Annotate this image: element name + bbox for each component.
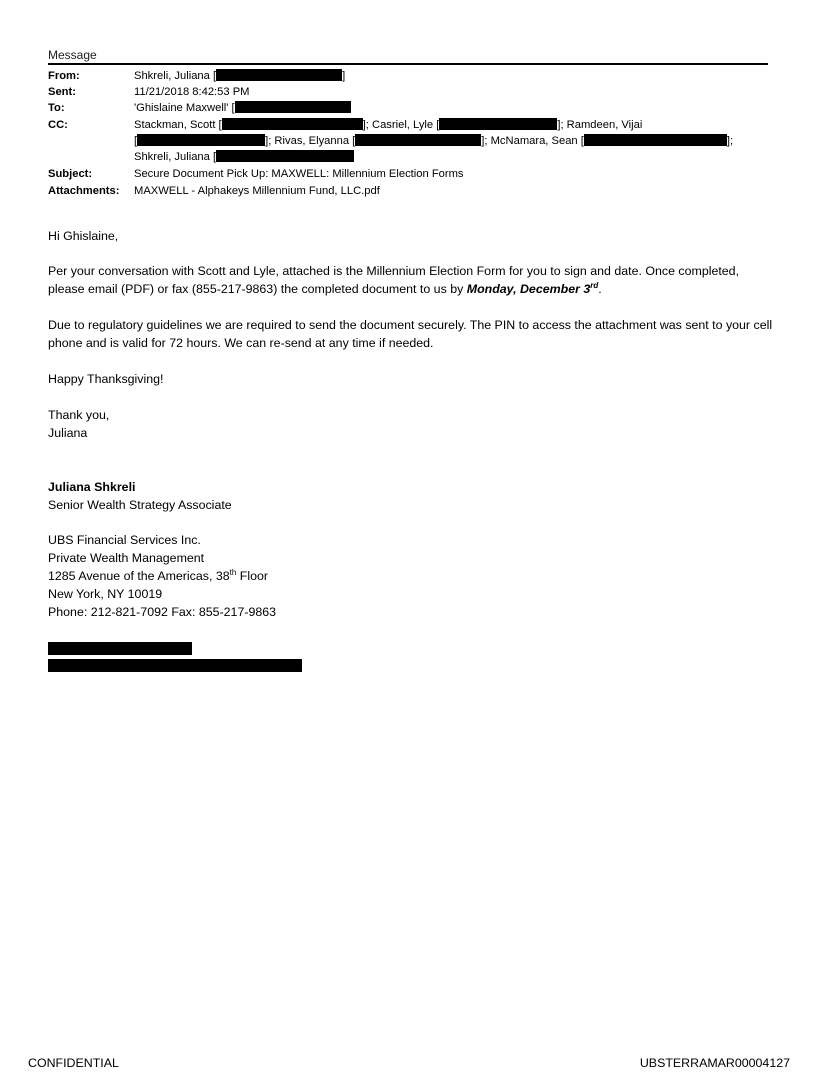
bates-number: UBSTERRAMAR00004127 [639,1056,790,1070]
cc-value-line-1: Stackman, Scott [ ]; Casriel, Lyle [ ]; Ramdeen, Vijai [134,119,643,131]
redaction-box [137,134,265,146]
attachments-label: Attachments: [48,185,120,197]
redaction-box [584,134,727,146]
attachment-file-link[interactable]: MAXWELL - Alphakeys Millennium Fund, LLC.pdf [134,185,380,197]
redaction-box [355,134,481,146]
closing: Thank you, Juliana [48,408,110,440]
from-label: From: [48,70,80,82]
to-label: To: [48,102,65,114]
cc-label: CC: [48,119,68,131]
subject-value: Secure Document Pick Up: MAXWELL: Millennium Election Forms [134,168,464,180]
redaction-box [439,118,557,130]
from-value: Shkreli, Juliana [ ] [134,70,346,82]
header-divider [48,63,768,65]
subject-label: Subject: [48,168,93,180]
redaction-box [48,659,302,672]
redaction-box [216,150,354,162]
redaction-box [235,101,351,113]
body-paragraph-2: Due to regulatory guidelines we are required to send the document securely. The PIN to access the attachment was sent to your cell phone and is valid for 72 hours. We can re-send at any time if needed. [48,318,773,350]
signature-block [48,478,778,514]
body-paragraph-1: Per your conversation with Scott and Lyle, attached is the Millennium Election Form for you to sign and date. Once completed, please email (PDF) or fax (855-217-9863) the completed document to us by Monday, December 3rd. [48,264,740,296]
confidential-label: CONFIDENTIAL [28,1056,119,1070]
cc-value-line-2: [ ]; Rivas, Elyanna [ ]; McNamara, Sean [ ]; [134,135,734,147]
sent-value: 11/21/2018 8:42:53 PM [134,86,250,98]
to-value: 'Ghislaine Maxwell' [ [134,100,351,116]
cc-value-line-3: Shkreli, Juliana [ [134,149,354,165]
redaction-box [222,118,363,130]
redaction-box [48,642,192,655]
signature-name: Juliana Shkreli [48,480,136,494]
greeting: Hi Ghislaine, [48,229,119,243]
sent-label: Sent: [48,86,76,98]
message-label: Message [48,48,97,62]
signature-address: UBS Financial Services Inc. Private Wealth Management 1285 Avenue of the Americas, 38th Floor New York, NY 10019 Phone: 212-821-7092 Fax: 855-217-9863 [48,533,277,619]
body-paragraph-3: Happy Thanksgiving! [48,372,164,386]
due-date: Monday, December 3rd [466,280,599,296]
signature-title: Senior Wealth Strategy Associate [48,498,232,512]
redaction-box [216,69,342,81]
